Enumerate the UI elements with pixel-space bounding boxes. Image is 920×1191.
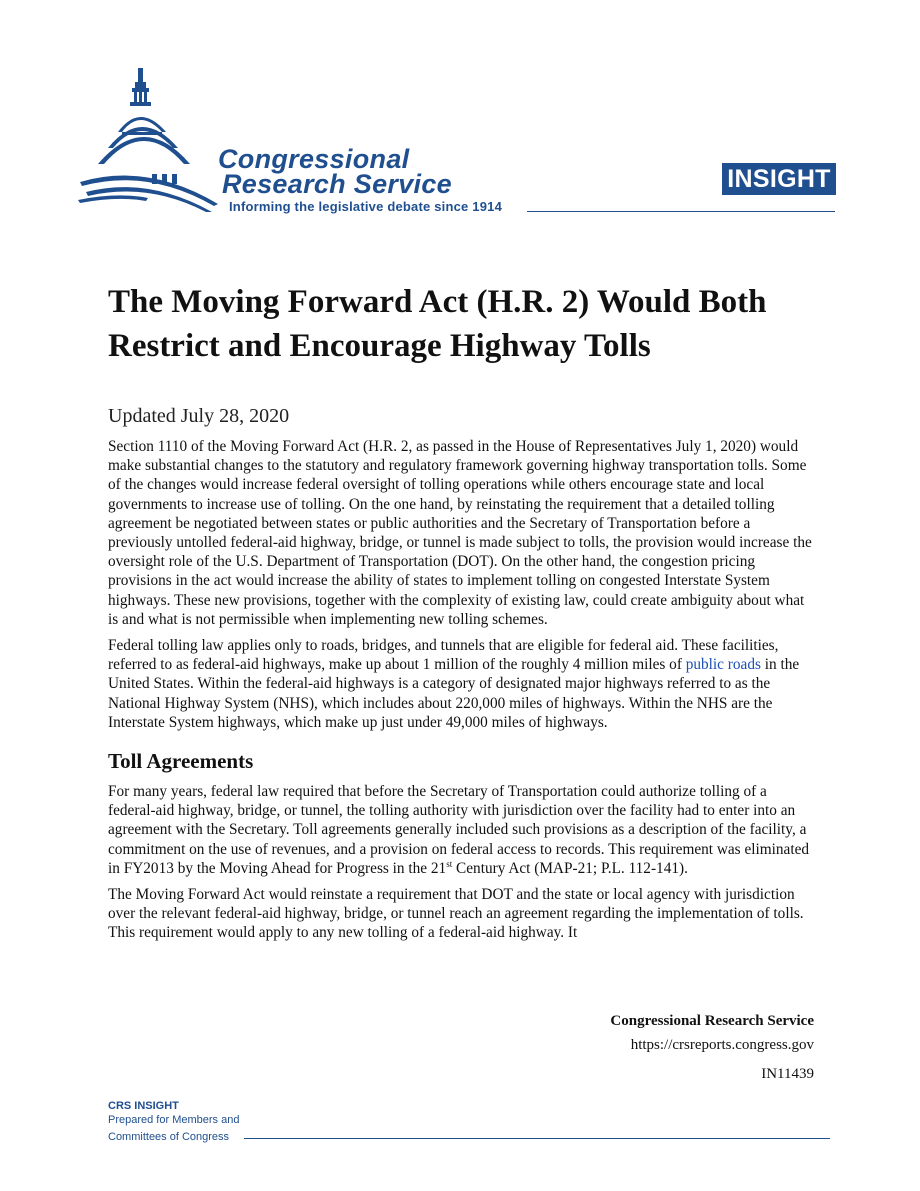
paragraph: Section 1110 of the Moving Forward Act (H.R. 2, as passed in the House of Representatives July 1, 2020) would make substantial changes to the statutory and regulatory framework governing highway transportation tolls. Some of the changes would increase federal oversight of tolling operations while others encourage state and local governments to increase use of tolling. On the one hand, by reinstating the requirement that a detailed tolling agreement be negotiated between states or public authorities and the Secretary of Transportation before a previously untolled federal-aid highway, bridge, or tunnel is made subject to tolls, the provision would increase the oversight role of the U.S. Department of Transportation (DOT). On the other hand, the congestion pricing provisions in the act would increase the ability of states to implement tolling on congested Interstate System highways. These new provisions, together with the complexity of existing law, could create ambiguity about what is and what is not permissible when implementing new tolling schemes. (108, 438, 812, 628)
document-title: The Moving Forward Act (H.R. 2) Would Both Restrict and Encourage Highway Tolls (108, 284, 767, 364)
insight-badge: INSIGHT (722, 163, 836, 195)
paragraph-text: in the United States. Within the federal-aid highways is a category of designated major highways referred to as the National Highway System (NHS), which includes about 220,000 miles of highways. Within the NHS are the Interstate System highways, which make up just under 49,000 miles of highways. (108, 656, 800, 731)
capitol-dome-logo-icon (78, 62, 223, 212)
prepared-for-line2: Committees of Congress (108, 1131, 230, 1143)
footer-organization: Congressional Research Service (610, 1013, 814, 1029)
superscript: st (446, 858, 453, 869)
report-id: IN11439 (761, 1066, 814, 1082)
footer-url[interactable]: https://crsreports.congress.gov (630, 1037, 814, 1053)
paragraph: The Moving Forward Act would reinstate a requirement that DOT and the state or local agency with jurisdiction over the relevant federal-aid highway, bridge, or tunnel reach an agreement regarding the implementation of tolls. This requirement would apply to any new tolling of a federal-aid highway. It (108, 886, 804, 942)
document-body (108, 437, 816, 950)
updated-date: Updated July 28, 2020 (108, 405, 290, 427)
paragraph-text: Federal tolling law applies only to roads, bridges, and tunnels that are eligible for federal aid. These facilities, referred to as federal-aid highways, make up about 1 million of the roughly 4 million miles of (108, 637, 779, 674)
public-roads-link[interactable]: public roads (685, 656, 761, 674)
prepared-for-line1: Prepared for Members and (108, 1114, 240, 1126)
logo-tagline: Informing the legislative debate since 1914 (229, 199, 503, 214)
paragraph-text: Century Act (MAP-21; P.L. 112-141). (452, 859, 688, 877)
section-heading: Toll Agreements (108, 749, 254, 774)
paragraph-text: For many years, federal law required that before the Secretary of Transportation could authorize tolling of a federal-aid highway, bridge, or tunnel, the tolling authority with jurisdiction over the facility had to enter into an agreement with the Secretary. Toll agreements generally included such provisions as a description of the facility, a commitment on the use of revenues, and a provision on federal access to records. This requirement was eliminated in FY2013 by the Moving Ahead for Progress in the 21 (108, 783, 810, 877)
header-divider (527, 211, 835, 212)
logo-wordmark-line2: Research Service (222, 169, 452, 199)
paragraph (108, 782, 816, 878)
footer-divider (244, 1138, 830, 1139)
logo-wordmark-line1: Congressional (218, 144, 410, 174)
paragraph (108, 636, 816, 732)
crs-insight-label: CRS INSIGHT (108, 1100, 179, 1112)
